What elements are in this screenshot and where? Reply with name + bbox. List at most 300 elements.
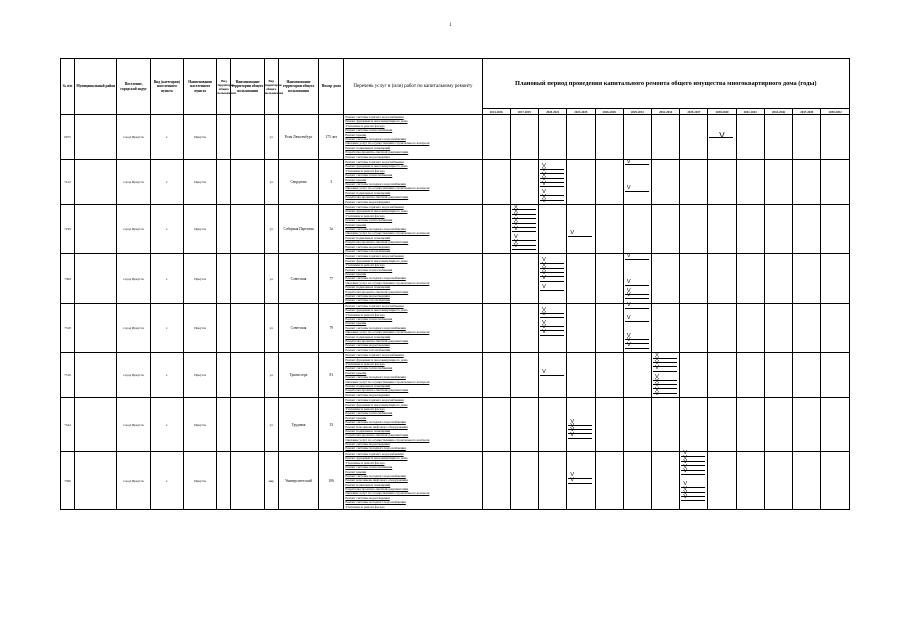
scheduled-mark: V [542,311,546,318]
scheduled-mark: V [542,369,546,376]
service-item: Ремонт системы холодного водоснабжения [345,181,406,186]
service-item: Ремонт системы горячего водоснабжения [345,303,404,308]
period-cell-2023-2025 [567,254,595,303]
period-cell-2023-2025 [567,398,595,452]
period-cell-2041-2043 [736,353,764,398]
services-cell [344,115,482,160]
period-cell-2044-2046 [764,254,792,303]
period-header-2029-2031: 2029-2031 [623,109,651,115]
service-item: Ремонт системы теплоснабжения [345,411,393,416]
period-cell-2038-2040 [708,398,736,452]
scheduled-mark: V [570,427,575,434]
scheduled-mark: V [542,180,546,187]
period-cell-2014-2016 [482,451,510,509]
scheduled-mark: V [542,162,546,169]
territory-type-1-cell [217,398,231,452]
period-cell-2038-2040 [708,254,736,303]
period-cell-2029-2031 [623,303,651,352]
period-cell-2014-2016 [482,254,510,303]
scheduled-mark: V [655,364,659,371]
service-item: Ремонт системы теплоснабжения [345,267,393,272]
service-item: Ремонт крыши [345,469,367,474]
service-item: Ремонт системы теплоснабжения [345,316,393,321]
period-header-2023-2025: 2023-2025 [567,109,595,115]
service-item: Ремонт крыши [345,415,367,420]
period-cell-2020-2022 [539,451,567,509]
period-cell-2014-2016 [482,115,510,160]
service-item: Ремонт подвальных помещений [345,145,391,150]
row-number: 7516 [61,353,75,398]
period-cell-2017-2019 [510,160,538,205]
period-cell-2014-2016 [482,303,510,352]
territory-type-1-cell [217,115,231,160]
period-cell-2050-2052 [821,115,850,160]
territory-type-2-cell: ул [264,205,278,254]
period-cell-2017-2019 [510,398,538,452]
service-item: Оказание услуг по осуществлению строительного контроля [345,186,430,191]
service-item: Ремонт фундамента многоквартирного дома [345,258,408,263]
period-cell-2023-2025 [567,451,595,509]
period-header-2044-2046: 2044-2046 [764,109,792,115]
service-item: Ремонт подвальных помещений [345,285,391,290]
district-cell [75,398,117,452]
period-cell-2047-2049 [793,353,821,398]
service-item: Ремонт системы холодного водоснабжения [345,375,406,380]
scheduled-mark: V [655,373,659,380]
territory-type-1-cell [217,205,231,254]
row-number: 6075 [61,115,75,160]
service-item: Утепление и ремонт фасада [345,504,385,509]
scheduled-mark: V [683,481,688,488]
settlement-cell: город Иркутск [117,115,150,160]
service-item: Ремонт системы теплоснабжения [345,465,393,470]
period-cell-2041-2043 [736,115,764,160]
header-house-number: Номер дома [319,59,344,115]
settlement-cell: город Иркутск [117,353,150,398]
period-cell-2041-2043 [736,451,764,509]
period-cell-2050-2052 [821,254,850,303]
scheduled-mark: V [655,382,659,389]
scheduled-mark: V [542,257,546,264]
scheduled-mark: V [655,386,659,393]
service-item: Оказание услуг по осуществлению строительного контроля [345,280,430,285]
service-item: Ремонт системы холодного водоснабжения [345,136,406,141]
territory-type-2-cell: ул [264,254,278,303]
period-cell-2023-2025 [567,160,595,205]
period-cell-2020-2022 [539,115,567,160]
district-cell [75,254,117,303]
service-item: Утепление и ремонт фасада [345,213,385,218]
row-number: 7306 [61,254,75,303]
scheduled-mark: V [542,176,546,183]
service-item: Оказание услуг по осуществлению строительного контроля [345,330,430,335]
house-number-cell: 106 [319,451,344,509]
service-item: Разработка проектно-сметной документации [345,433,409,438]
scheduled-mark: V [542,193,546,200]
header-services: Перечень услуг и (или) работ по капитальному ремонту [344,59,482,115]
period-cell-2047-2049 [793,303,821,352]
period-cell-2017-2019 [510,451,538,509]
table-row [61,205,850,254]
header-settlement: Поселение, городской округ [117,59,150,115]
scheduled-mark: V [542,189,546,196]
period-cell-2029-2031 [623,451,651,509]
period-cell-2032-2034 [651,451,679,509]
services-cell [344,254,482,303]
settlement-type-cell: г. [150,205,183,254]
service-item: Ремонт системы горячего водоснабжения [345,205,404,209]
scheduled-mark: V [513,225,518,232]
service-item: Ремонт подвальных помещений [345,428,391,433]
period-cell-2041-2043 [736,160,764,205]
period-header-2026-2028: 2026-2028 [595,109,623,115]
period-cell-2035-2037 [680,303,708,352]
scheduled-mark: V [655,351,659,358]
service-item: Разработка проектно-сметной документации [345,338,409,343]
service-item: Утепление и ремонт фасада [345,460,385,465]
period-cell-2020-2022 [539,398,567,452]
period-cell-2044-2046 [764,353,792,398]
service-item: Ремонт фундамента многоквартирного дома [345,357,408,362]
service-item: Утепление и ремонт фасада [345,406,385,411]
period-cell-2035-2037 [680,115,708,160]
service-item: Ремонт крыши [345,132,367,137]
period-header-2050-2052: 2050-2052 [821,109,850,115]
service-item: Ремонт системы теплоснабжения [345,173,393,178]
period-cell-2035-2037 [680,254,708,303]
header-territory-name-1: Наименование территории общего пользования [231,59,264,115]
period-cell-2014-2016 [482,353,510,398]
territory-type-1-cell [217,303,231,352]
service-item: Ремонт системы водоотведения [345,495,390,500]
service-item: Разработка проектно-сметной документации [345,240,409,245]
service-item: Ремонт системы газоснабжения [345,248,390,253]
locality-cell: Иркутск [184,303,217,352]
settlement-cell: город Иркутск [117,398,150,452]
service-item: Ремонт крыши [345,222,367,227]
scheduled-mark: V [683,463,688,470]
scheduled-mark: V [626,341,631,348]
period-cell-2044-2046 [764,115,792,160]
period-cell-2050-2052 [821,205,850,254]
service-item: Ремонт системы теплоснабжения [345,366,393,371]
service-item: Ремонт системы водоотведения [345,244,390,249]
period-cell-2044-2046 [764,160,792,205]
scheduled-mark: V [570,431,575,438]
row-number: 7596 [61,451,75,509]
scheduled-mark: V [626,158,631,165]
scheduled-mark: V [513,203,518,210]
period-cell-2017-2019 [510,303,538,352]
header-settlement-type: Вид (категория) населенного пункта [150,59,183,115]
period-header-2047-2049: 2047-2049 [793,109,821,115]
territory-type-2-cell: ул [264,398,278,452]
period-cell-2032-2034 [651,398,679,452]
period-cell-2017-2019 [510,353,538,398]
period-cell-2032-2034 [651,254,679,303]
service-item: Ремонт подвальных помещений [345,334,391,339]
house-number-cell: 3 [319,160,344,205]
period-cell-2032-2034 [651,160,679,205]
settlement-cell: город Иркутск [117,254,150,303]
territory-type-1-cell [217,353,231,398]
period-cell-2047-2049 [793,205,821,254]
scheduled-mark: V [626,292,631,299]
service-item: Оказание услуг по осуществлению строительного контроля [345,491,430,496]
header-planned-period: Плановый период проведения капитального ремонта общего имущества многоквартирного дома (годы) [482,59,849,109]
territory-type-2-cell: ул [264,303,278,352]
period-cell-2026-2028 [595,398,623,452]
row-number: 7199 [61,205,75,254]
territory-name-1-cell [231,353,264,398]
scheduled-mark: V [542,198,546,205]
scheduled-mark: V [570,476,575,483]
scheduled-mark: V [626,184,631,191]
service-item: Разработка проектно-сметной документации [345,487,409,492]
scheduled-mark: V [513,238,518,245]
scheduled-mark: V [542,171,546,178]
scheduled-mark: V [655,360,659,367]
territory-name-1-cell [231,160,264,205]
service-item: Ремонт подвальных помещений [345,190,391,195]
locality-cell: Иркутск [184,398,217,452]
territory-type-2-cell: ул [264,353,278,398]
period-cell-2026-2028 [595,303,623,352]
period-cell-2050-2052 [821,303,850,352]
scheduled-mark: V [570,229,575,236]
period-cell-2014-2016 [482,398,510,452]
service-item: Ремонт подвальных помещений [345,235,391,240]
service-item: Оказание услуг по осуществлению строительного контроля [345,231,430,236]
district-cell [75,353,117,398]
scheduled-mark: V [655,391,659,398]
scheduled-mark: V [626,288,631,295]
scheduled-mark: V [570,418,575,425]
service-item: Ремонт крыши [345,271,367,276]
service-item: Ремонт системы холодного водоснабжения [345,420,406,425]
scheduled-mark: V [542,270,546,277]
service-item: Ремонт системы холодного водоснабжения [345,325,406,330]
service-item: Ремонт фундамента многоквартирного дома [345,308,408,313]
period-header-2020-2022: 2020-2022 [539,109,567,115]
scheduled-mark: V [683,450,688,457]
service-item: Ремонт системы горячего водоснабжения [345,160,404,164]
services-cell [344,205,482,254]
row-number: 7544 [61,398,75,452]
territory-name-2-cell: Трилиссера [278,353,318,398]
scheduled-mark: V [683,494,688,501]
period-header-2017-2019: 2017-2019 [510,109,538,115]
period-cell-2029-2031 [623,398,651,452]
header-territory-name-2: Наименование территории общего пользования [278,59,318,115]
scheduled-mark: V [513,243,518,250]
services-cell [344,398,482,452]
scheduled-mark: V [513,216,518,223]
period-cell-2029-2031 [623,115,651,160]
service-item: Ремонт системы горячего водоснабжения [345,398,404,403]
service-item: Разработка проектно-сметной документации [345,150,409,155]
service-item: Утепление и ремонт фасада [345,361,385,366]
scheduled-mark: V [655,356,659,363]
service-item: Ремонт системы холодного водоснабжения [345,473,406,478]
period-cell-2047-2049 [793,254,821,303]
service-item: Ремонт фундамента многоквартирного дома [345,119,408,124]
service-item: Ремонт или замена лифтового оборудования [345,424,408,429]
period-cell-2041-2043 [736,398,764,452]
scheduled-mark: V [513,207,518,214]
services-cell [344,353,482,398]
header-district: Муниципальный район [75,59,117,115]
period-cell-2026-2028 [595,205,623,254]
header-territory-type-2: Вид территории общего пользования [264,59,278,115]
scheduled-mark: V [570,423,575,430]
period-cell-2035-2037 [680,160,708,205]
capital-repair-table [60,58,850,510]
territory-name-1-cell [231,254,264,303]
settlement-type-cell: г. [150,398,183,452]
scheduled-mark: V [513,221,518,228]
period-cell-2038-2040 [708,303,736,352]
service-item: Утепление и ремонт фасада [345,168,385,173]
period-cell-2020-2022 [539,160,567,205]
locality-cell: Иркутск [184,115,217,160]
period-cell-2029-2031 [623,205,651,254]
scheduled-mark: V [542,319,546,326]
table-row [61,353,850,398]
period-cell-2017-2019 [510,115,538,160]
service-item: Ремонт системы водоотведения [345,343,390,348]
house-number-cell: 175 лит [319,115,344,160]
territory-name-2-cell: Университетский [278,451,318,509]
period-cell-2044-2046 [764,451,792,509]
settlement-type-cell: г. [150,254,183,303]
period-header-2014-2016: 2014-2016 [482,109,510,115]
period-cell-2050-2052 [821,398,850,452]
period-cell-2047-2049 [793,398,821,452]
period-cell-2023-2025 [567,353,595,398]
period-cell-2023-2025 [567,205,595,254]
settlement-cell: город Иркутск [117,451,150,509]
period-cell-2029-2031 [623,254,651,303]
period-cell-2014-2016 [482,160,510,205]
territory-type-2-cell: ул [264,115,278,160]
period-header-2041-2043: 2041-2043 [736,109,764,115]
period-cell-2029-2031 [623,160,651,205]
row-number: 7318 [61,303,75,352]
service-item: Оказание услуг по осуществлению строительного контроля [345,437,430,442]
period-cell-2044-2046 [764,398,792,452]
capital-repair-table-wrapper [60,58,850,510]
scheduled-mark: V [626,279,631,286]
scheduled-mark: V [513,212,518,219]
service-item: Разработка проектно-сметной документации [345,388,409,393]
settlement-cell: город Иркутск [117,160,150,205]
period-cell-2026-2028 [595,115,623,160]
settlement-type-cell: г. [150,160,183,205]
header-locality: Наименование населенного пункта [184,59,217,115]
period-cell-2044-2046 [764,303,792,352]
period-header-2035-2037: 2035-2037 [680,109,708,115]
services-cell [344,160,482,205]
period-cell-2050-2052 [821,451,850,509]
territory-type-1-cell [217,160,231,205]
settlement-type-cell: г. [150,353,183,398]
period-cell-2050-2052 [821,160,850,205]
scheduled-mark: V [655,378,659,385]
scheduled-mark: V [626,315,631,322]
period-cell-2017-2019 [510,205,538,254]
territory-name-1-cell [231,205,264,254]
scheduled-mark: V [542,283,546,290]
service-item: Утепление и ремонт фасада [345,263,385,268]
territory-name-1-cell [231,303,264,352]
service-item: Ремонт крыши [345,177,367,182]
scheduled-mark: V [542,274,546,281]
territory-name-2-cell: Свердлова [278,160,318,205]
service-item: Ремонт системы водоотведения [345,293,390,298]
scheduled-mark: V [683,490,688,497]
territory-name-2-cell: Советская [278,303,318,352]
period-cell-2020-2022 [539,205,567,254]
locality-cell: Иркутск [184,254,217,303]
period-cell-2023-2025 [567,115,595,160]
district-cell [75,115,117,160]
period-cell-2029-2031 [623,353,651,398]
scheduled-mark: V [542,324,546,331]
table-row [61,398,850,452]
service-item: Ремонт системы теплоснабжения [345,218,393,223]
period-cell-2035-2037 [680,353,708,398]
service-item: Ремонт системы холодного водоснабжения [345,226,406,231]
period-cell-2032-2034 [651,353,679,398]
services-cell [344,451,482,509]
service-item: Ремонт системы водоотведения [345,442,390,447]
territory-name-1-cell [231,115,264,160]
scheduled-mark: V [626,337,631,344]
period-cell-2026-2028 [595,353,623,398]
period-cell-2047-2049 [793,451,821,509]
service-item: Ремонт системы холодного водоснабжения [345,446,406,451]
service-item: Утепление и ремонт фасада [345,123,385,128]
scheduled-mark: V [513,234,518,241]
period-cell-2047-2049 [793,115,821,160]
service-item: Оказание услуг по осуществлению строительного контроля [345,141,430,146]
scheduled-mark: V [683,485,688,492]
territory-type-1-cell [217,451,231,509]
service-item: Ремонт крыши [345,321,367,326]
scheduled-mark: V [570,472,575,479]
period-cell-2020-2022 [539,254,567,303]
period-cell-2020-2022 [539,303,567,352]
table-row [61,451,850,509]
period-cell-2038-2040 [708,205,736,254]
district-cell [75,205,117,254]
period-cell-2035-2037 [680,451,708,509]
service-item: Ремонт системы горячего водоснабжения [345,451,404,456]
table-row [61,160,850,205]
service-item: Ремонт подвальных помещений [345,383,391,388]
service-item: Ремонт системы водоотведения [345,154,390,159]
service-item: Ремонт системы водоотведения [345,392,390,397]
period-cell-2044-2046 [764,205,792,254]
territory-name-2-cell: Соборная Партизан [278,205,318,254]
period-cell-2026-2028 [595,451,623,509]
period-cell-2038-2040 [708,451,736,509]
service-item: Ремонт системы горячего водоснабжения [345,254,404,259]
scheduled-mark: V [626,302,631,309]
table-row [61,115,850,160]
locality-cell: Иркутск [184,451,217,509]
